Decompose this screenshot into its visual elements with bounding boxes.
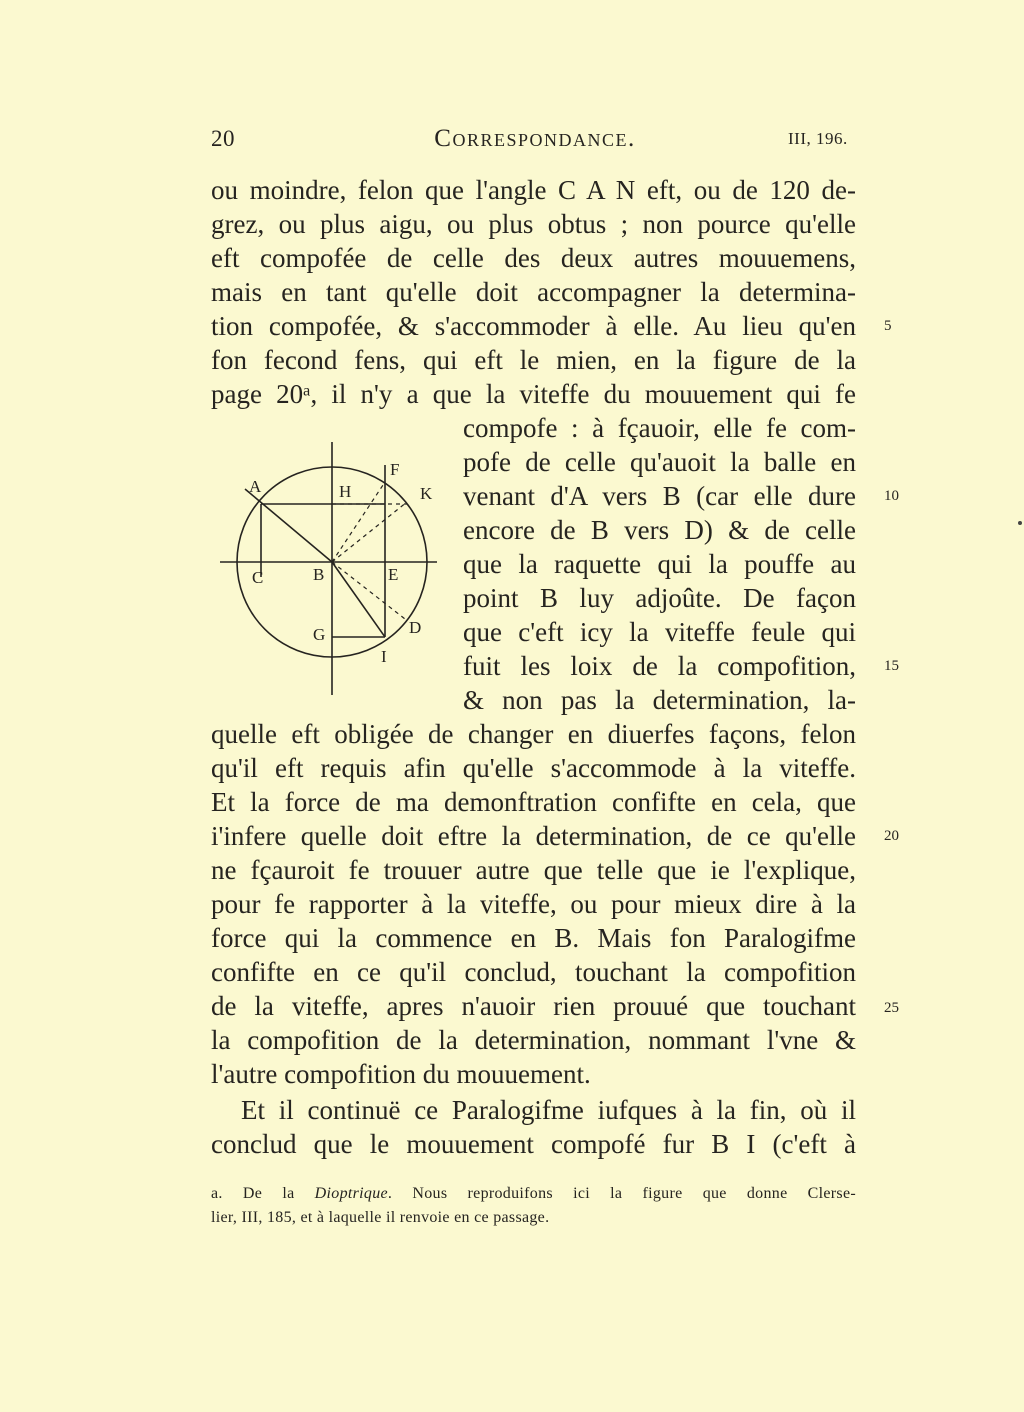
figure-label: K: [420, 484, 433, 503]
text-line: confifte en ce qu'il conclud, touchant la compofition: [211, 957, 856, 987]
footnote-line: lier, III, 185, et à laquelle il renvoie en ce passage.: [211, 1209, 550, 1226]
line-number: 5: [884, 318, 892, 334]
running-title: Correspondance.: [434, 125, 636, 152]
ink-speck: [1018, 521, 1022, 525]
footnote-line: [211, 1182, 856, 1206]
line-number: 10: [884, 488, 899, 504]
volume-reference: III, 196.: [788, 129, 848, 148]
figure-label: I: [381, 647, 387, 666]
text-line: fuit les loix de la compofition,: [463, 651, 856, 681]
text-line: la compofition de la determination, nommant l'vne &: [211, 1025, 856, 1055]
figure-label: A: [249, 477, 262, 496]
text-line: ou moindre, felon que l'angle C A N eft, ou de 120 de-: [211, 175, 856, 205]
text-line: qu'il eft requis afin qu'elle s'accommode à la viteffe.: [211, 753, 856, 783]
text-line: eft compofée de celle des deux autres mouuemens,: [211, 243, 856, 273]
text-line: que c'eft icy la viteffe feule qui: [463, 617, 856, 647]
line-AB: [245, 489, 332, 562]
text-line: pofe de celle qu'auoit la balle en: [463, 447, 856, 477]
footnote-italic-title: Dioptrique: [314, 1185, 388, 1202]
figure-label: G: [313, 625, 326, 644]
text-line: ne fçauroit fe trouuer autre que telle que ie l'explique,: [211, 855, 856, 885]
text-line: de la viteffe, apres n'auoir rien prouué que touchant: [211, 991, 856, 1021]
figure-label: H: [339, 482, 352, 501]
figure-label: F: [390, 460, 400, 479]
line-number: 15: [884, 658, 899, 674]
text-line: venant d'A vers B (car elle dure: [463, 481, 856, 511]
figure-label: D: [409, 618, 422, 637]
text-line: que la raquette qui la pouffe au: [463, 549, 856, 579]
figure-label: C: [252, 568, 264, 587]
footnote-prefix: a. De la: [211, 1185, 315, 1202]
text-line: & non pas la determination, la-: [463, 685, 856, 715]
text-line: pour fe rapporter à la viteffe, ou pour mieux dire à la: [211, 889, 856, 919]
line-number: 25: [884, 1000, 899, 1016]
text-line: compofe : à fçauoir, elle fe com-: [463, 413, 856, 443]
text-line: page 20ᵃ, il n'y a que la viteffe du mouuement qui fe: [211, 379, 856, 409]
text-line: force qui la commence en B. Mais fon Paralogifme: [211, 923, 856, 953]
geometry-figure: [215, 437, 445, 697]
footnote-text: . Nous reproduifons ici la figure que donne Clerse-: [387, 1185, 856, 1202]
text-line: l'autre compofition du mouuement.: [211, 1059, 591, 1089]
line-BI: [332, 562, 385, 637]
figure-label: B: [313, 565, 325, 584]
page-number: 20: [211, 126, 235, 151]
text-line: quelle eft obligée de changer en diuerfes façons, felon: [211, 719, 856, 749]
figure-label: E: [388, 565, 399, 584]
text-line: mais en tant qu'elle doit accompagner la determina-: [211, 277, 856, 307]
text-line: Et il continuë ce Paralogifme iufques à la fin, où il: [241, 1095, 856, 1125]
text-line: grez, ou plus aigu, ou plus obtus ; non pource qu'elle: [211, 209, 856, 239]
text-line: Et la force de ma demonftration confifte en cela, que: [211, 787, 856, 817]
text-line: encore de B vers D) & de celle: [463, 515, 856, 545]
line-number: 20: [884, 828, 899, 844]
text-line: conclud que le mouuement compofé fur B I (c'eft à: [211, 1129, 856, 1159]
text-line: point B luy adjoûte. De façon: [463, 583, 856, 613]
text-line: tion compofée, & s'accommoder à elle. Au lieu qu'en: [211, 311, 856, 341]
text-line: i'infere quelle doit eftre la determination, de ce qu'elle: [211, 821, 856, 851]
text-line: fon fecond fens, qui eft le mien, en la figure de la: [211, 345, 856, 375]
dashed-BK: [332, 502, 407, 562]
